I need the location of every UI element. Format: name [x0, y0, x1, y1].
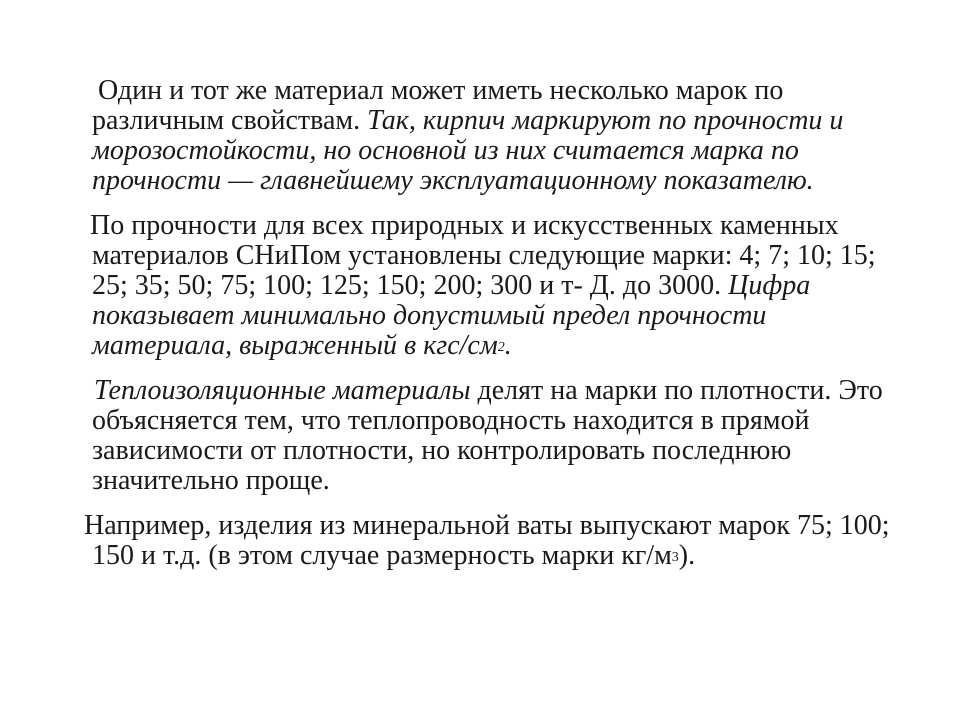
paragraph-text: Один и тот же материал может иметь несколько марок по различным свойствам.: [92, 75, 784, 136]
paragraph-text: Например, изделия из минеральной ваты выпускают марок 75; 100; 150 и т.д. (в этом случае размерность марки кг/м: [84, 510, 890, 571]
paragraph-italic-text: Цифра показывает минимально допустимый предел прочности материала, выраженный в кгс/см: [92, 270, 811, 361]
paragraph-italic-text: Теплоизоляционные материалы: [94, 375, 471, 406]
superscript: 2: [497, 340, 505, 355]
text-block: [84, 75, 912, 586]
paragraph-text: ).: [678, 540, 696, 571]
paragraph-text: По прочности для всех природных и искусственных каменных материалов СНиПом установлены следующие марки: 4; 7; 10; 15; 25; 35; 50; 75; 100; 125; 150; 200; 300 и т- Д. до 3000.: [90, 210, 876, 301]
paragraph-italic-text: .: [504, 330, 512, 361]
paragraph-marks-intro: [92, 76, 912, 196]
paragraph-mineral-wool-example: [84, 510, 912, 571]
paragraph-italic-text: Так, кирпич маркируют по прочности и морозостойкости, но основной из них считается марка по прочности — главнейшему эксплуатационному показателю.: [92, 105, 844, 196]
superscript: 3: [671, 550, 679, 565]
paragraph-insulation-materials: [92, 376, 912, 496]
paragraph-strength-grades: [92, 211, 912, 361]
paragraph-text: делят на марки по плотности. Это объясняется тем, что теплопроводность находится в прямой зависимости от плотности, но контролировать последнюю значительно проще.: [92, 375, 883, 496]
